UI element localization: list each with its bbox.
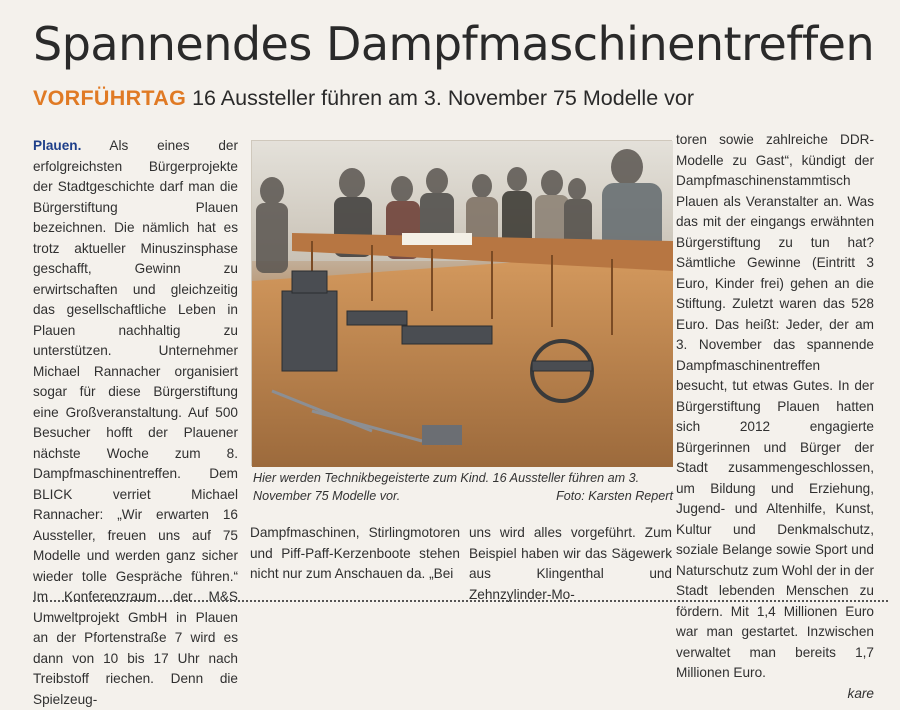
column-3-text: toren sowie zahlreiche DDR-Modelle zu Gast“, kündigt der Dampfmaschinenstammtisch Plauen als Veranstalter an. Was das mit der eingangs erwähnten Bürgerstiftung zu tun hat? Sämtliche Gewinne (Eintritt 3 Euro, Kinder frei) gehen an die Stiftung. Zuletzt waren das 528 Euro. Das heißt: Jeder, der am 3. November das spannende Dampfmaschinentreffen besucht, tut etwas Gutes. In der Bürgerstiftung Plauen hatten sich 2012 engagierte Bürgerinnen und Bürger der Stadt zusammengeschlossen, um Bildung und Erziehung, Jugend- und Altenhilfe, Kunst, Kultur und Denkmalschutz, soziale Belange sowie Sport und Naturschutz zum Wohl der in der Stadt lebenden Menschen zu fördern. Mit 1,4 Millionen Euro war man gestartet. Inzwischen verwaltet man bereits 1,7 Millionen Euro. xyxy=(676,132,874,680)
subheadline-text: 16 Aussteller führen am 3. November 75 Modelle vor xyxy=(192,86,695,110)
dotted-divider xyxy=(33,600,888,602)
photo-caption xyxy=(253,470,673,505)
article-column-2a xyxy=(250,523,460,585)
author-tag: kare xyxy=(847,685,874,701)
headline: Spannendes Dampfmaschinentreffen xyxy=(33,17,875,71)
article-photo xyxy=(251,140,672,466)
subheadline xyxy=(33,84,873,112)
column-2b-text: uns wird alles vorgeführt. Zum Beispiel haben wir das Sägewerk aus Klingenthal und Zehnzylinder-Mo- xyxy=(469,525,672,602)
photo-credit: Foto: Karsten Repert xyxy=(556,488,673,503)
column-1-text: Als eines der erfolgreichsten Bürgerprojekte der Stadtgeschichte darf man die Bürgerstiftung Plauen bezeichnen. Die nämlich hat es trotz aktueller Minuszinsphase geschafft, Gewinn zu erwirtschaften und gleichzeitig das gesellschaftliche Leben in Plauen nachhaltig zu unterstützen. Unternehmer Michael Rannacher organisiert sogar für diese Bürgerstiftung eine Großveranstaltung. Auf 500 Besucher hofft der Plauener nächste Woche zum 8. Dampfmaschinentreffen. Dem BLICK verriet Michael Rannacher: „Wir erwarten 16 Aussteller, freuen uns auf 75 Modelle und werden ganz sicher wieder tolle Gespräche führen.“ Im Konferenzraum der M&S Umweltprojekt GmbH in Plauen an der Pfortenstraße 7 wird es dann von 10 bis 17 Uhr nach Treibstoff riechen. Denn die Spielzeug- xyxy=(33,138,238,707)
model-exhibition-photo xyxy=(252,141,673,467)
article-column-2b xyxy=(469,523,672,605)
kicker: VORFÜHRTAG xyxy=(33,86,187,110)
article-column-1 xyxy=(33,136,238,710)
dateline: Plauen. xyxy=(33,138,82,153)
caption-text: Hier werden Technikbegeisterte zum Kind. 16 Aussteller führen am 3. November 75 Modelle vor. xyxy=(253,471,640,503)
article-column-3 xyxy=(676,130,874,704)
column-2a-text: Dampfmaschinen, Stirlingmotoren und Piff-Paff-Kerzenboote stehen nicht nur zum Anschauen da. „Bei xyxy=(250,525,460,581)
